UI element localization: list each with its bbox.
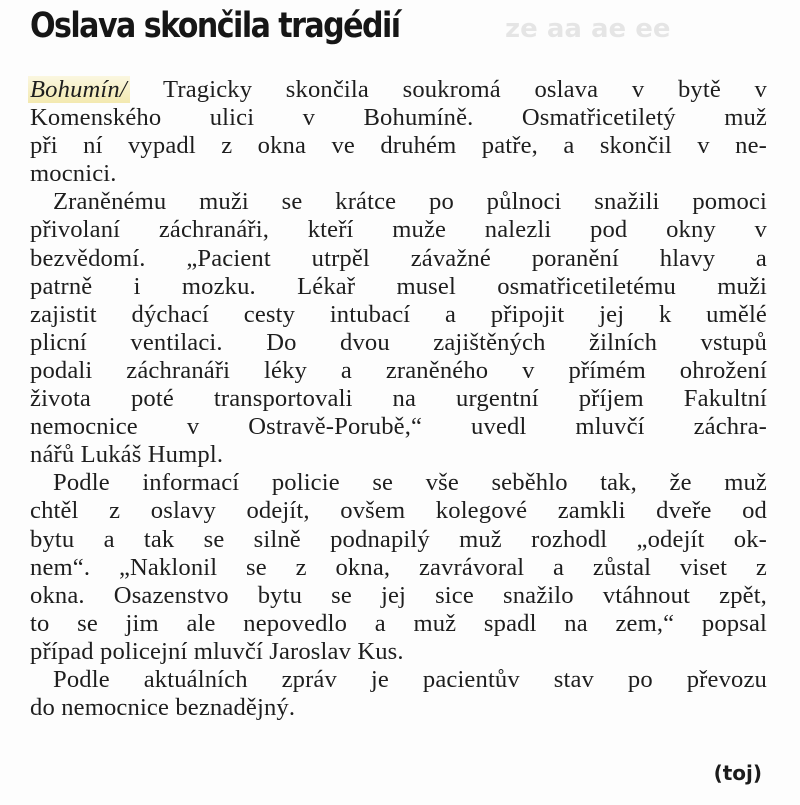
- text-line: přivolaní záchranáři, kteří muže nalezli pod okny v: [30, 216, 767, 244]
- text-line: [30, 76, 767, 104]
- text-line: do nemocnice beznadějný.: [30, 694, 296, 722]
- text-line: mocnici.: [30, 160, 117, 188]
- text-line: Komenského ulici v Bohumíně. Osmatřicetiletý muž: [30, 104, 767, 132]
- text-line: Podle aktuálních zpráv je pacientův stav po převozu: [53, 665, 767, 693]
- show-through-text: ze aa ae ee: [505, 14, 671, 44]
- text-line: nářů Lukáš Humpl.: [30, 441, 224, 469]
- text-line: při ní vypadl z okna ve druhém patře, a skončil v ne-: [30, 132, 767, 160]
- text-line: života poté transportovali na urgentní příjem Fakultní: [30, 385, 767, 413]
- text-line: nemocnice v Ostravě-Porubě,“ uvedl mluvčí záchra-: [30, 413, 767, 441]
- text-line: bezvědomí. „Pacient utrpěl závažné poranění hlavy a: [30, 244, 767, 272]
- text-line: případ policejní mluvčí Jaroslav Kus.: [30, 637, 404, 665]
- text-line: okna. Osazenstvo bytu se jej sice snažilo vtáhnout zpět,: [30, 581, 767, 609]
- text-line: patrně i mozku. Lékař musel osmatřicetiletému muži: [30, 272, 767, 300]
- text-line: to se jim ale nepovedlo a muž spadl na zem,“ popsal: [30, 609, 767, 637]
- text-line: zajistit dýchací cesty intubací a připojit jej k umělé: [30, 300, 767, 328]
- paragraph-1: [30, 76, 767, 188]
- paragraph-3: [30, 469, 767, 666]
- text-line: chtěl z oslavy odejít, ovšem kolegové zamkli dveře od: [30, 497, 767, 525]
- article-body: [30, 76, 767, 722]
- paragraph-2: [30, 188, 767, 469]
- text-line: Podle informací policie se vše seběhlo tak, že muž: [53, 469, 767, 497]
- text-line: bytu a tak se silně podnapilý muž rozhodl „odejít ok-: [30, 525, 767, 553]
- text-line: plicní ventilaci. Do dvou zajištěných žilních vstupů: [30, 328, 767, 356]
- text-line: nem“. „Naklonil se z okna, zavrávoral a zůstal viset z: [30, 553, 767, 581]
- text-line: podali záchranáři léky a zraněného v přímém ohrožení: [30, 356, 767, 384]
- dateline: Bohumín/: [28, 76, 130, 103]
- text-line-fragment: Tragicky skončila soukromá oslava v bytě v: [129, 76, 767, 103]
- headline: Oslava skončila tragédií: [30, 6, 400, 46]
- text-line: Zraněnému muži se krátce po půlnoci snažili pomoci: [53, 188, 767, 216]
- paragraph-4: [30, 666, 767, 722]
- author-signature: (toj): [713, 761, 762, 785]
